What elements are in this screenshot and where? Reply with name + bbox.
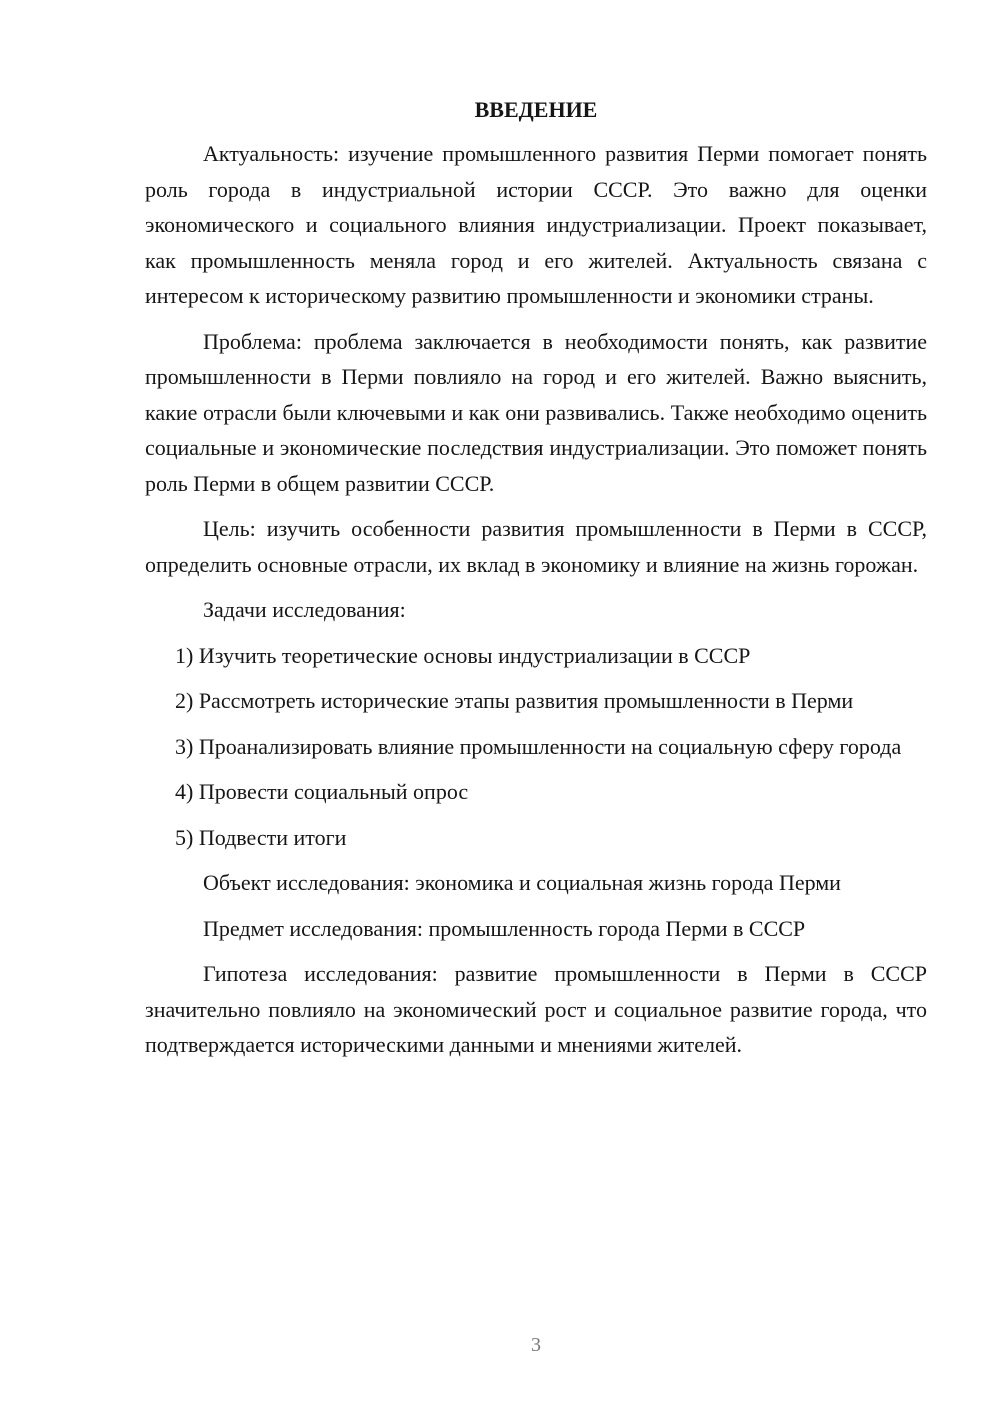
hypothesis-paragraph: Гипотеза исследования: развитие промышленности в Перми в СССР значительно повлияло на экономический рост и социальное развитие города, что подтверждается историческими данными и мнениями жителей. <box>145 961 927 1057</box>
problem-paragraph: Проблема: проблема заключается в необходимости понять, как развитие промышленности в Перми повлияло на город и его жителей. Важно выяснить, какие отрасли были ключевыми и как они развивались. Также необходимо оценить социальные и экономические последствия индустриализации. Это поможет понять роль Перми в общем развитии СССР. <box>145 328 927 496</box>
document-page <box>145 94 927 1073</box>
tasks-heading: Задачи исследования: <box>203 597 406 622</box>
task-item-1: 1) Изучить теоретические основы индустриализации в СССР <box>175 642 751 668</box>
relevance-paragraph: Актуальность: изучение промышленного развития Перми помогает понять роль города в индустриальной истории СССР. Это важно для оценки экономического и социального влияния индустриализации. Проект показывает, как промышленность меняла город и его жителей. Актуальность связана с интересом к историческому развитию промышленности и экономики страны. <box>145 141 927 308</box>
goal-paragraph: Цель: изучить особенности развития промышленности в Перми в СССР, определить основные отрасли, их вклад в экономику и влияние на жизнь горожан. <box>145 516 927 577</box>
page-number: 3 <box>531 1334 541 1356</box>
task-item-5: 5) Подвести итоги <box>175 824 347 850</box>
subject-paragraph: Предмет исследования: промышленность города Перми в СССР <box>203 915 806 941</box>
section-title: ВВЕДЕНИЕ <box>474 97 598 122</box>
task-item-2: 2) Рассмотреть исторические этапы развития промышленности в Перми <box>175 688 854 713</box>
object-paragraph: Объект исследования: экономика и социальная жизнь города Перми <box>203 870 841 895</box>
task-item-3: 3) Проанализировать влияние промышленности на социальную сферу города <box>175 733 902 759</box>
task-item-4: 4) Провести социальный опрос <box>175 779 469 804</box>
